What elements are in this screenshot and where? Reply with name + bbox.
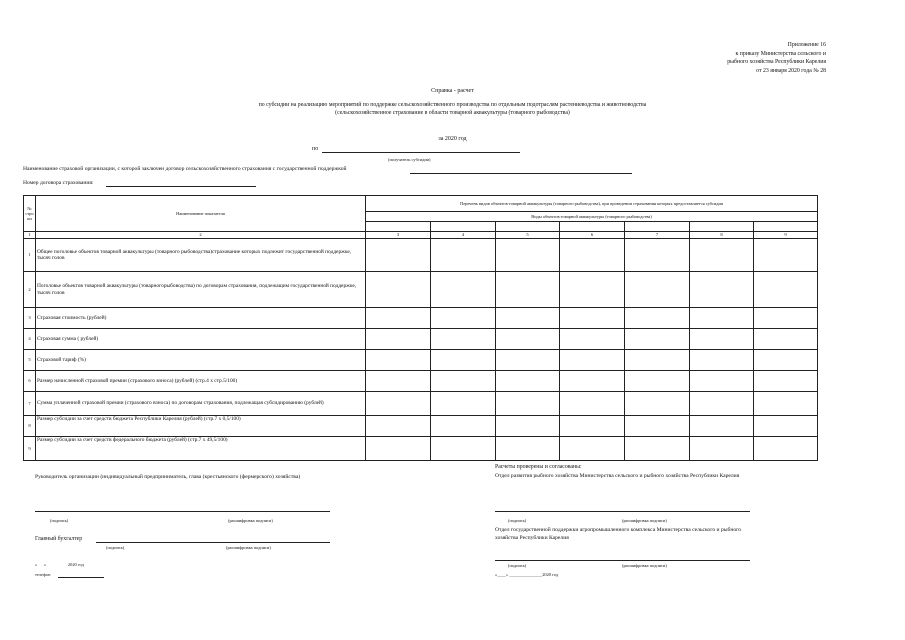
value-cell[interactable] xyxy=(496,308,560,329)
value-cell[interactable] xyxy=(366,239,431,272)
header-indicator-name: Наименование показателя xyxy=(36,196,366,232)
value-cell[interactable] xyxy=(366,329,431,350)
dept1-label: Отдел развития рыбного хозяйства Министерства сельского и рыбного хозяйства Республики Карелия xyxy=(495,473,740,479)
column-number: 2 xyxy=(36,232,366,239)
value-cell[interactable] xyxy=(560,416,625,437)
table-row xyxy=(24,437,818,461)
row-label: Общее поголовье объектов товарной аквакультуры (товарного рыбоводства)страхование которых подлежит государственной поддержке, тысяч голов xyxy=(36,239,366,272)
recipient-caption: (получатель субсидии) xyxy=(388,157,431,162)
value-cell[interactable] xyxy=(496,329,560,350)
row-number: 9 xyxy=(24,437,36,461)
phone-line[interactable] xyxy=(58,577,104,578)
header-cell xyxy=(560,222,625,232)
column-number: 3 xyxy=(366,232,431,239)
row-label: Страховая сумма ( рублей) xyxy=(36,329,366,350)
row-number: 8 xyxy=(24,416,36,437)
header-object-types: Виды объектов товарной аквакультуры (товарного рыбоводства) xyxy=(366,212,818,222)
appendix-line-4: от 23 января 2020 года № 28 xyxy=(756,68,826,75)
header-cell xyxy=(754,222,818,232)
value-cell[interactable] xyxy=(690,272,754,308)
checked-label: Расчеты проверены и согласованы: xyxy=(495,464,582,470)
document-subtitle xyxy=(0,101,905,118)
column-number: 6 xyxy=(560,232,625,239)
value-cell[interactable] xyxy=(366,350,431,371)
report-year: за 2020 год xyxy=(438,136,467,142)
header-row-number: № стро ки xyxy=(24,196,36,232)
table-row xyxy=(24,329,818,350)
value-cell[interactable] xyxy=(754,437,818,461)
value-cell[interactable] xyxy=(625,437,690,461)
manager-signature-line[interactable] xyxy=(35,511,330,512)
subtitle-line-1: по субсидии на реализацию мероприятий по поддержке сельскохозяйственного производства по отдельным подотраслям растениеводства и животноводства xyxy=(258,102,647,108)
table-row xyxy=(24,239,818,272)
value-cell[interactable] xyxy=(690,308,754,329)
accountant-signature-caption: (подпись) xyxy=(106,545,125,550)
phone-label: телефон xyxy=(35,572,51,577)
table-row xyxy=(24,416,818,437)
manager-signature-caption: (подпись) xyxy=(50,518,69,523)
header-cell xyxy=(690,222,754,232)
appendix-line-1: Приложение 16 xyxy=(787,42,826,48)
row-label: Страховая стоимость (рублей) xyxy=(36,308,366,329)
value-cell[interactable] xyxy=(754,392,818,416)
column-number: 9 xyxy=(754,232,818,239)
dept1-decode-caption: (расшифровка подписи) xyxy=(622,518,667,523)
manager-title: Руководитель организации (индивидуальный предприниматель, глава (крестьянского (фермерского) хозяйства) xyxy=(35,474,301,480)
row-number: 5 xyxy=(24,350,36,371)
left-date: « » 2020 год xyxy=(35,562,84,567)
dept2-decode-caption: (расшифровка подписи) xyxy=(622,563,667,568)
value-cell[interactable] xyxy=(366,392,431,416)
value-cell[interactable] xyxy=(625,239,690,272)
value-cell[interactable] xyxy=(690,416,754,437)
column-number: 7 xyxy=(625,232,690,239)
dept2-label: Отдел государственной поддержки агропромышленного комплекса Министерства сельского и рыбного хозяйства Республики Карелия xyxy=(495,527,742,541)
value-cell[interactable] xyxy=(560,239,625,272)
value-cell[interactable] xyxy=(366,371,431,392)
row-label: Страховой тариф (%) xyxy=(36,350,366,371)
accountant-label: Главный бухгалтер xyxy=(35,536,83,542)
row-label: Размер субсидии за счет средств федерального бюджета (рублей) (стр.7 х 49,5/100) xyxy=(36,437,366,461)
value-cell[interactable] xyxy=(431,350,496,371)
value-cell[interactable] xyxy=(625,308,690,329)
row-label: Поголовье объектов товарной аквакультуры (товарногорыбоводства) по договорам страхования, подлежащим государственной поддержке, тысяч голов xyxy=(36,272,366,308)
po-label: по xyxy=(312,146,319,152)
table-row xyxy=(24,371,818,392)
value-cell[interactable] xyxy=(690,371,754,392)
table-row xyxy=(24,350,818,371)
dept1-signature-caption: (подпись) xyxy=(508,518,527,523)
value-cell[interactable] xyxy=(496,392,560,416)
value-cell[interactable] xyxy=(431,371,496,392)
value-cell[interactable] xyxy=(366,416,431,437)
row-label: Сумма уплаченной страховой премии (страхового взноса) по договорам страхования, подлежащая субсидированию (рублей) xyxy=(36,392,366,416)
value-cell[interactable] xyxy=(690,392,754,416)
value-cell[interactable] xyxy=(496,239,560,272)
column-number: 4 xyxy=(431,232,496,239)
document-title: Справка - расчет xyxy=(431,88,474,94)
value-cell[interactable] xyxy=(431,239,496,272)
value-cell[interactable] xyxy=(431,392,496,416)
value-cell[interactable] xyxy=(431,308,496,329)
table-row xyxy=(24,272,818,308)
manager-decode-caption: (расшифровка подписи) xyxy=(228,518,273,523)
row-label: Размер начисленной страховой премии (страхового взноса) (рублей) (стр.4 х стр.5/100) xyxy=(36,371,366,392)
insurer-label: Наименование страховой организации, с которой заключен договор сельскохозяйственного страхования с государственной поддержкой xyxy=(23,166,347,172)
recipient-line xyxy=(322,152,520,153)
value-cell[interactable] xyxy=(560,329,625,350)
column-number: 5 xyxy=(496,232,560,239)
dept2-signature-caption: (подпись) xyxy=(508,563,527,568)
value-cell[interactable] xyxy=(754,272,818,308)
value-cell[interactable] xyxy=(560,308,625,329)
value-cell[interactable] xyxy=(754,308,818,329)
appendix-line-2: к приказу Министерства сельского и xyxy=(735,50,826,57)
value-cell[interactable] xyxy=(431,272,496,308)
header-cell xyxy=(431,222,496,232)
table-row xyxy=(24,308,818,329)
value-cell[interactable] xyxy=(496,416,560,437)
value-cell[interactable] xyxy=(754,416,818,437)
value-cell[interactable] xyxy=(366,437,431,461)
header-cell xyxy=(625,222,690,232)
value-cell[interactable] xyxy=(560,371,625,392)
calculation-table xyxy=(23,195,818,461)
value-cell[interactable] xyxy=(690,437,754,461)
table-row xyxy=(24,392,818,416)
appendix-line-3: рыбного хозяйства Республики Карелия xyxy=(727,59,826,66)
value-cell[interactable] xyxy=(366,308,431,329)
row-label: Размер субсидии за счет средств бюджета Республики Карелия (рублей) (стр.7 х 0,5/100) xyxy=(36,416,366,437)
row-number: 6 xyxy=(24,371,36,392)
value-cell[interactable] xyxy=(431,416,496,437)
column-number-row xyxy=(24,232,818,239)
dept2-signature-line[interactable] xyxy=(495,560,750,561)
value-cell[interactable] xyxy=(496,350,560,371)
value-cell[interactable] xyxy=(560,350,625,371)
value-cell[interactable] xyxy=(625,392,690,416)
value-cell[interactable] xyxy=(560,437,625,461)
row-number: 3 xyxy=(24,308,36,329)
value-cell[interactable] xyxy=(690,239,754,272)
accountant-signature-line[interactable] xyxy=(96,542,330,543)
value-cell[interactable] xyxy=(431,329,496,350)
value-cell[interactable] xyxy=(754,371,818,392)
value-cell[interactable] xyxy=(754,239,818,272)
accountant-decode-caption: (расшифровка подписи) xyxy=(226,545,271,550)
header-object-list: Перечень видов объектов товарной аквакультуры (товарного рыбоводства), при проведении страхования которых предоставляется субсидия xyxy=(366,196,818,212)
value-cell[interactable] xyxy=(625,329,690,350)
value-cell[interactable] xyxy=(625,416,690,437)
value-cell[interactable] xyxy=(496,371,560,392)
value-cell[interactable] xyxy=(754,350,818,371)
row-number: 7 xyxy=(24,392,36,416)
value-cell[interactable] xyxy=(560,392,625,416)
value-cell[interactable] xyxy=(560,272,625,308)
value-cell[interactable] xyxy=(625,371,690,392)
value-cell[interactable] xyxy=(431,437,496,461)
value-cell[interactable] xyxy=(496,437,560,461)
value-cell[interactable] xyxy=(496,272,560,308)
contract-label: Номер договора страхования: xyxy=(23,180,94,186)
value-cell[interactable] xyxy=(690,350,754,371)
value-cell[interactable] xyxy=(625,272,690,308)
appendix-header xyxy=(727,41,826,76)
insurer-line xyxy=(410,173,632,174)
column-number: 1 xyxy=(24,232,36,239)
subtitle-line-2: (сельскохозяйственное страхование в области товарной аквакультуры (товарного рыбоводства) xyxy=(335,110,570,117)
right-date: «____» _______________2020 год xyxy=(495,572,559,577)
contract-line xyxy=(106,186,256,187)
value-cell[interactable] xyxy=(754,329,818,350)
value-cell[interactable] xyxy=(366,272,431,308)
value-cell[interactable] xyxy=(625,350,690,371)
column-number: 8 xyxy=(690,232,754,239)
value-cell[interactable] xyxy=(690,329,754,350)
header-cell xyxy=(496,222,560,232)
dept1-signature-line[interactable] xyxy=(495,511,750,512)
header-cell xyxy=(366,222,431,232)
row-number: 2 xyxy=(24,272,36,308)
row-number: 1 xyxy=(24,239,36,272)
row-number: 4 xyxy=(24,329,36,350)
